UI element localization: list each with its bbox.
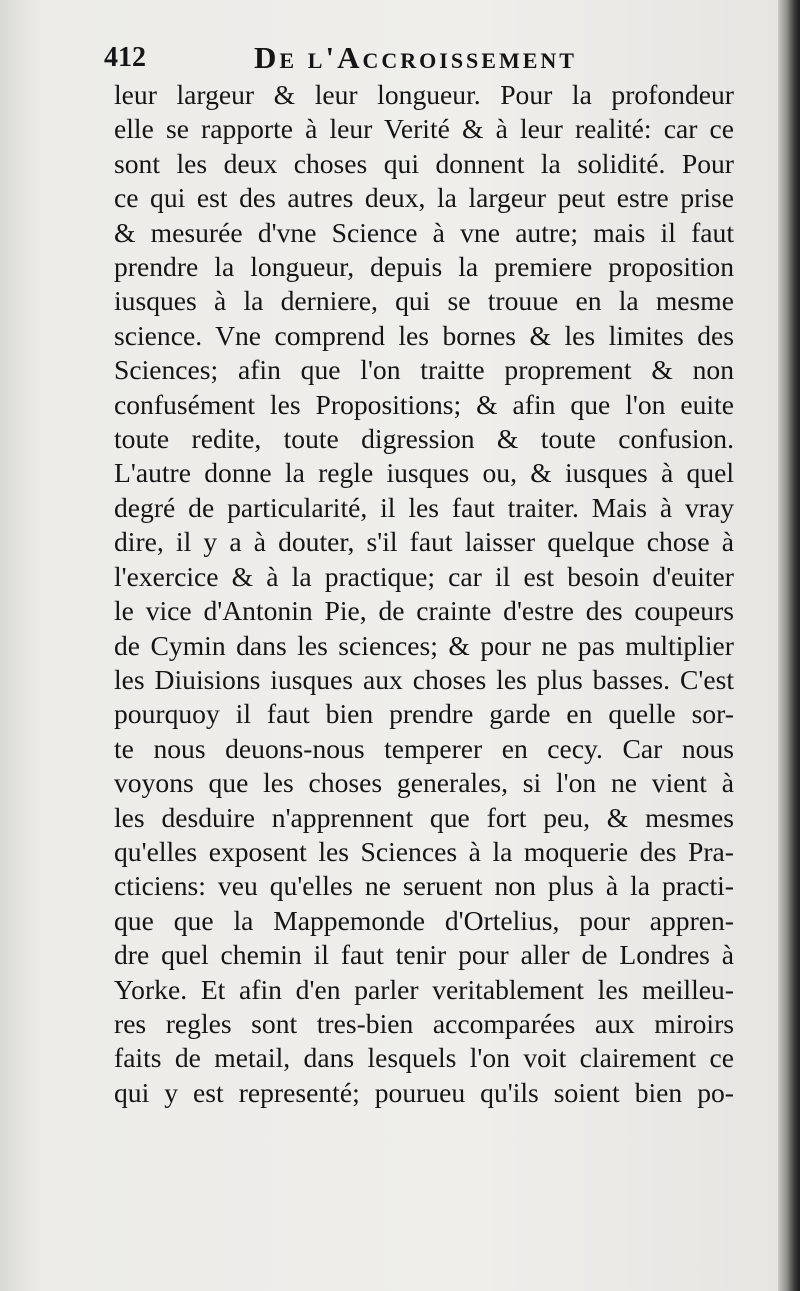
text-line: faits de metail, dans lesquels l'on voit clairement ce [114, 1042, 734, 1074]
text-line: cticiens: veu qu'elles ne seruent non plus à la practi- [114, 870, 734, 902]
text-line: les desduire n'apprennent que fort peu, & mesmes [114, 801, 734, 833]
text-line: L'autre donne la regle iusques ou, & iusques à quel [114, 457, 734, 489]
page-header [104, 40, 744, 80]
text-line: qu'elles exposent les Sciences à la moquerie des Pra- [114, 835, 734, 867]
text-line: iusques à la derniere, qui se trouue en la mesme [114, 285, 734, 317]
text-line: leur largeur & leur longueur. Pour la profondeur [114, 79, 734, 110]
text-line: & mesurée d'vne Science à vne autre; mais il faut [114, 216, 734, 248]
text-line: Yorke. Et afin d'en parler veritablement les meilleu- [114, 973, 734, 1005]
text-line: les Diuisions iusques aux choses les plus basses. C'est [114, 663, 734, 695]
text-line: toute redite, toute digression & toute confusion. [114, 423, 734, 455]
page-edge-shadow [778, 0, 800, 1291]
text-line: pourquoy il faut bien prendre garde en quelle sor- [114, 698, 734, 730]
text-line: voyons que les choses generales, si l'on ne vient à [114, 767, 734, 799]
body-text [114, 78, 734, 1110]
text-line: prendre la longueur, depuis la premiere proposition [114, 251, 734, 283]
text-line: degré de particularité, il les faut traiter. Mais à vray [114, 491, 734, 523]
text-line: confusément les Propositions; & afin que l'on euite [114, 388, 734, 420]
text-line: le vice d'Antonin Pie, de crainte d'estre des coupeurs [114, 595, 734, 627]
text-line: dre quel chemin il faut tenir pour aller de Londres à [114, 939, 734, 971]
text-line: qui y est representé; pourueu qu'ils soient bien po- [114, 1076, 734, 1108]
text-line: dire, il y a à douter, s'il faut laisser quelque chose à [114, 526, 734, 558]
page-number: 412 [104, 42, 146, 73]
text-line: res regles sont tres-bien accomparées aux miroirs [114, 1007, 734, 1039]
text-line: Sciences; afin que l'on traitte proprement & non [114, 354, 734, 386]
text-line: te nous deuons-nous temperer en cecy. Car nous [114, 732, 734, 764]
text-line: sont les deux choses qui donnent la solidité. Pour [114, 147, 734, 179]
running-head: De l'Accroissement [254, 40, 577, 75]
text-line: de Cymin dans les sciences; & pour ne pas multiplier [114, 629, 734, 661]
text-line: elle se rapporte à leur Verité & à leur realité: car ce [114, 113, 734, 145]
text-line: ce qui est des autres deux, la largeur peut estre prise [114, 182, 734, 214]
text-line: l'exercice & à la practique; car il est besoin d'euiter [114, 560, 734, 592]
text-line: science. Vne comprend les bornes & les limites des [114, 319, 734, 351]
text-line: que que la Mappemonde d'Ortelius, pour appren- [114, 904, 734, 936]
